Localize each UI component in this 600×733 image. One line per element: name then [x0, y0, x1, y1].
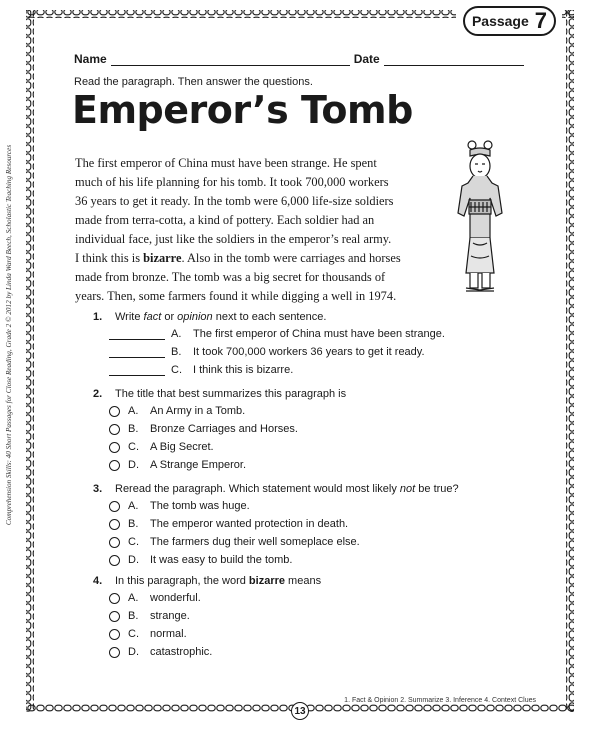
name-field[interactable]: [111, 54, 350, 66]
name-label: Name: [74, 52, 107, 66]
answer-option[interactable]: D. catastrophic.: [93, 643, 321, 661]
passage-line: 36 years to get it ready. In the tomb were 6,000 life-size soldiers: [75, 194, 394, 208]
passage-line: much of his life planning for his tomb. It took 700,000 workers: [75, 175, 389, 189]
answer-option[interactable]: A. wonderful.: [93, 589, 321, 607]
name-date-row: [74, 50, 524, 66]
radio-circle[interactable]: [109, 424, 120, 435]
radio-circle[interactable]: [109, 555, 120, 566]
date-field[interactable]: [384, 54, 524, 66]
passage-line: The first emperor of China must have been strange. He spent: [75, 156, 377, 170]
passage-line: I think this is bizarre. Also in the tomb were carriages and horses: [75, 251, 401, 265]
answer-option[interactable]: B. The emperor wanted protection in death.: [93, 515, 459, 533]
page-number: 13: [291, 702, 309, 720]
question-number: 1.: [93, 310, 103, 323]
radio-circle[interactable]: [109, 442, 120, 453]
radio-circle[interactable]: [109, 501, 120, 512]
question-number: 2.: [93, 387, 103, 400]
radio-circle[interactable]: [109, 629, 120, 640]
question-text: Write fact or opinion next to each sentence.: [115, 310, 327, 323]
passage-line: made from bronze. The tomb was a big secret for thousands of: [75, 270, 386, 284]
answer-option[interactable]: B. Bronze Carriages and Horses.: [93, 420, 346, 438]
passage-label: Passage: [471, 13, 529, 29]
answer-option[interactable]: C. The farmers dug their well someplace else.: [93, 533, 459, 551]
fact-opinion-item: C. I think this is bizarre.: [93, 361, 445, 379]
question-4: [93, 572, 321, 661]
radio-circle[interactable]: [109, 460, 120, 471]
question-2: [93, 385, 346, 474]
copyright-text: Comprehension Skills: 40 Short Passages for Close Reading, Grade 2 © 2012 by Linda Ward Beech, Scholastic Teaching Resources: [5, 144, 13, 526]
answer-option[interactable]: C. A Big Secret.: [93, 438, 346, 456]
terracotta-warrior-illustration: [440, 138, 520, 298]
question-number: 4.: [93, 574, 103, 587]
fact-opinion-item: B. It took 700,000 workers 36 years to get it ready.: [93, 343, 445, 361]
radio-circle[interactable]: [109, 611, 120, 622]
passage-line: years. Then, some farmers found it while digging a well in 1974.: [75, 289, 397, 303]
answer-option[interactable]: D. It was easy to build the tomb.: [93, 551, 459, 569]
question-1: [93, 308, 445, 379]
skills-footer: 1. Fact & Opinion 2. Summarize 3. Inference 4. Context Clues: [344, 697, 536, 704]
radio-circle[interactable]: [109, 406, 120, 417]
answer-option[interactable]: A. The tomb was huge.: [93, 497, 459, 515]
question-number: 3.: [93, 482, 103, 495]
answer-option[interactable]: D. A Strange Emperor.: [93, 456, 346, 474]
fact-opinion-item: A. The first emperor of China must have been strange.: [93, 325, 445, 343]
passage-number: 7: [534, 8, 548, 33]
passage-line: individual face, just like the soldiers in the emperor’s real army.: [75, 232, 392, 246]
radio-circle[interactable]: [109, 593, 120, 604]
page-title: Emperor’s Tomb: [72, 88, 413, 132]
answer-option[interactable]: C. normal.: [93, 625, 321, 643]
question-text: Reread the paragraph. Which statement would most likely not be true?: [115, 482, 459, 495]
instructions: Read the paragraph. Then answer the questions.: [74, 76, 313, 88]
radio-circle[interactable]: [109, 647, 120, 658]
answer-option[interactable]: B. strange.: [93, 607, 321, 625]
answer-blank[interactable]: [109, 329, 165, 340]
question-text: The title that best summarizes this paragraph is: [115, 387, 347, 400]
question-text: In this paragraph, the word bizarre means: [115, 574, 322, 587]
date-label: Date: [353, 52, 380, 66]
reading-passage: [75, 154, 420, 306]
passage-line: made from terra-cotta, a kind of pottery. Each soldier had an: [75, 213, 375, 227]
passage-number-badge: [463, 6, 556, 36]
answer-blank[interactable]: [109, 347, 165, 358]
answer-blank[interactable]: [109, 365, 165, 376]
vocab-word: bizarre: [143, 251, 182, 265]
answer-option[interactable]: A. An Army in a Tomb.: [93, 402, 346, 420]
question-3: [93, 480, 459, 569]
radio-circle[interactable]: [109, 519, 120, 530]
radio-circle[interactable]: [109, 537, 120, 548]
